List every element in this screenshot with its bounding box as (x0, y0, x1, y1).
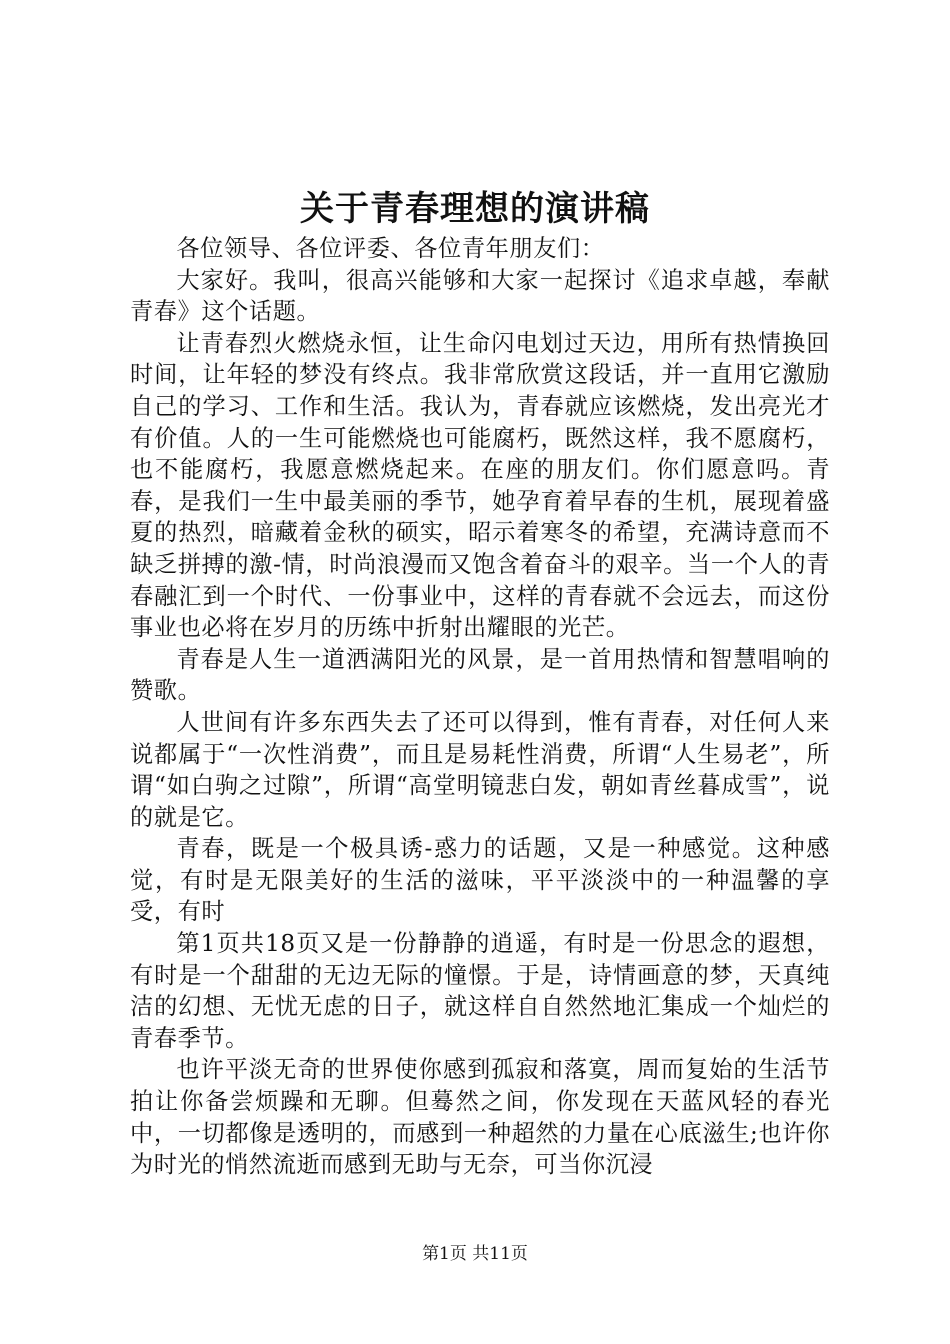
paragraph: 也许平淡无奇的世界使你感到孤寂和落寞，周而复始的生活节拍让你备尝烦躁和无聊。但蓦然之间，你发现在天蓝风轻的春光中，一切都像是透明的，而感到一种超然的力量在心底滋生;也许你为时光的悄然流逝而感到无助与无奈，可当你沉浸 (130, 1056, 830, 1179)
paragraph-salutation: 各位领导、各位评委、各位青年朋友们： (176, 235, 605, 262)
paragraph: 人世间有许多东西失去了还可以得到，惟有青春，对任何人来说都属于“一次性消费”，而且是易耗性消费，所谓“人生易老”，所谓“如白驹之过隙”，所谓“高堂明镜悲白发，朝如青丝暮成雪”，说的就是它。 (130, 708, 830, 831)
paragraph: 青春是人生一道洒满阳光的风景，是一首用热情和智慧唱响的赞歌。 (130, 645, 830, 705)
paragraph: 第1页共18页又是一份静静的逍遥，有时是一份思念的遐想，有时是一个甜甜的无边无际的憧憬。于是，诗情画意的梦，天真纯洁的幻想、无忧无虑的日子，就这样自自然然地汇集成一个灿烂的青春季节。 (130, 930, 830, 1052)
page-footer: 第1页 共11页 (422, 1244, 528, 1264)
document-body (130, 233, 830, 1181)
paragraph: 青春，既是一个极具诱-惑力的话题，又是一种感觉。这种感觉，有时是无限美好的生活的滋味，平平淡淡中的一种温馨的享受，有时 (130, 835, 830, 926)
paragraph: 让青春烈火燃烧永恒，让生命闪电划过天边，用所有热情换回时间，让年轻的梦没有终点。我非常欣赏这段话，并一直用它激励自己的学习、工作和生活。我认为，青春就应该燃烧，发出亮光才有价值。人的一生可能燃烧也可能腐朽，既然这样，我不愿腐朽，也不能腐朽，我愿意燃烧起来。在座的朋友们。你们愿意吗。青春，是我们一生中最美丽的季节，她孕育着早春的生机，展现着盛夏的热烈，暗藏着金秋的硕实，昭示着寒冬的希望，充满诗意而不缺乏拼搏的激-情，时尚浪漫而又饱含着奋斗的艰辛。当一个人的青春融汇到一个时代、一份事业中，这样的青春就不会远去，而这份事业也必将在岁月的历练中折射出耀眼的光芒。 (130, 329, 830, 642)
paragraph-greeting: 大家好。我叫，很高兴能够和大家一起探讨《追求卓越，奉献青春》这个话题。 (130, 266, 830, 326)
document-title: 关于青春理想的演讲稿 (300, 189, 650, 229)
